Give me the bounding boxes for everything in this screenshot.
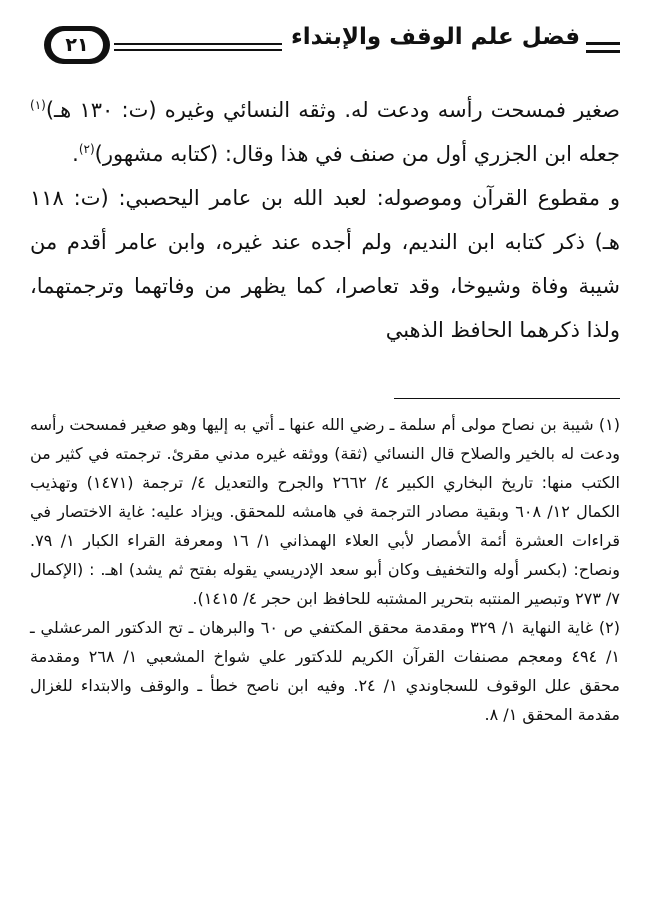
paragraph-1-end: .	[72, 142, 79, 166]
title-mark-bottom	[586, 50, 620, 53]
header-rule-bottom	[114, 49, 282, 51]
paragraph-1	[30, 88, 620, 176]
page-number-badge	[44, 26, 110, 64]
page-number: ٢١	[51, 31, 103, 59]
page-header	[44, 22, 620, 72]
running-title: فضل علم الوقف والإبتداء	[290, 24, 580, 50]
paragraph-1-cont: جعله ابن الجزري أول من صنف في هذا وقال: (كتابه مشهور)	[94, 142, 620, 166]
footnote-ref-2: (٢)	[78, 142, 95, 156]
footnote-2: (٢) غاية النهاية ١/ ٣٢٩ ومقدمة محقق المكتفي ص ٦٠ والبرهان ـ تح الدكتور المرعشلي ـ ١/ ٤٩٤ ومعجم مصنفات القرآن الكريم للدكتور علي شواخ المشعبي ١/ ٢٦٨ ومقدمة محقق علل الوقوف للسجاوندي ١/ ٢٤. وفيه ابن ناصح خطأ ـ والوقف والابتداء للغزال مقدمة المحقق ١/ ٨.	[30, 618, 621, 724]
paragraph-1-start: صغير فمسحت رأسه ودعت له. وثقه النسائي وغيره (ت: ١٣٠ هـ)	[45, 98, 620, 122]
footnote-ref-1: (١)	[30, 98, 46, 112]
title-mark-top	[586, 42, 620, 45]
footnote-1: (١) شيبة بن نصاح مولى أم سلمة ـ رضي الله عنها ـ أتي به إليها وهو صغير فمسحت رأسه ودعت له بالخير والصلاح قال النسائي (ثقة) ووثقه غيره مدني مقرئ. ترجمته في كثير من الكتب منها: تاريخ البخاري الكبير ٤/ ٢٦٦٢ والجرح والتعديل ٤/ ترجمة (١٤٧١) وتهذيب الكمال ١٢/ ٦٠٨ وبقية مصادر الترجمة في هامشه للمحقق. ويزاد عليه: غاية الاختصار في قراءات العشرة أئمة الأمصار لأبي العلاء الهمذاني ١/ ١٦ ومعرفة القراء الكبار ١/ ٧٩. ونصاح: (بكسر أوله والتخفيف وكان أبو سعد الإدريسي يقوله بفتح ثم يشد) اهـ. : (الإكمال ٧/ ٢٧٣ وتبصير المنتبه بتحرير المشتبه للحافظ ابن حجر ٤/ ١٤١٥).	[30, 415, 620, 608]
main-text	[30, 88, 620, 352]
footnotes	[30, 410, 620, 729]
paragraph-2: و مقطوع القرآن وموصوله: لعبد الله بن عامر اليحصبي: (ت: ١١٨ هـ) ذكر كتابه ابن النديم، ولم أجده عند غيره، وابن عامر أقدم من شيبة وفاة وشيوخا، وقد تعاصرا، كما يظهر من وفاتهما وترجمتهما، ولذا ذكرهما الحافظ الذهبي	[30, 186, 620, 342]
footnote-divider	[394, 398, 620, 399]
header-rule-top	[114, 43, 282, 45]
